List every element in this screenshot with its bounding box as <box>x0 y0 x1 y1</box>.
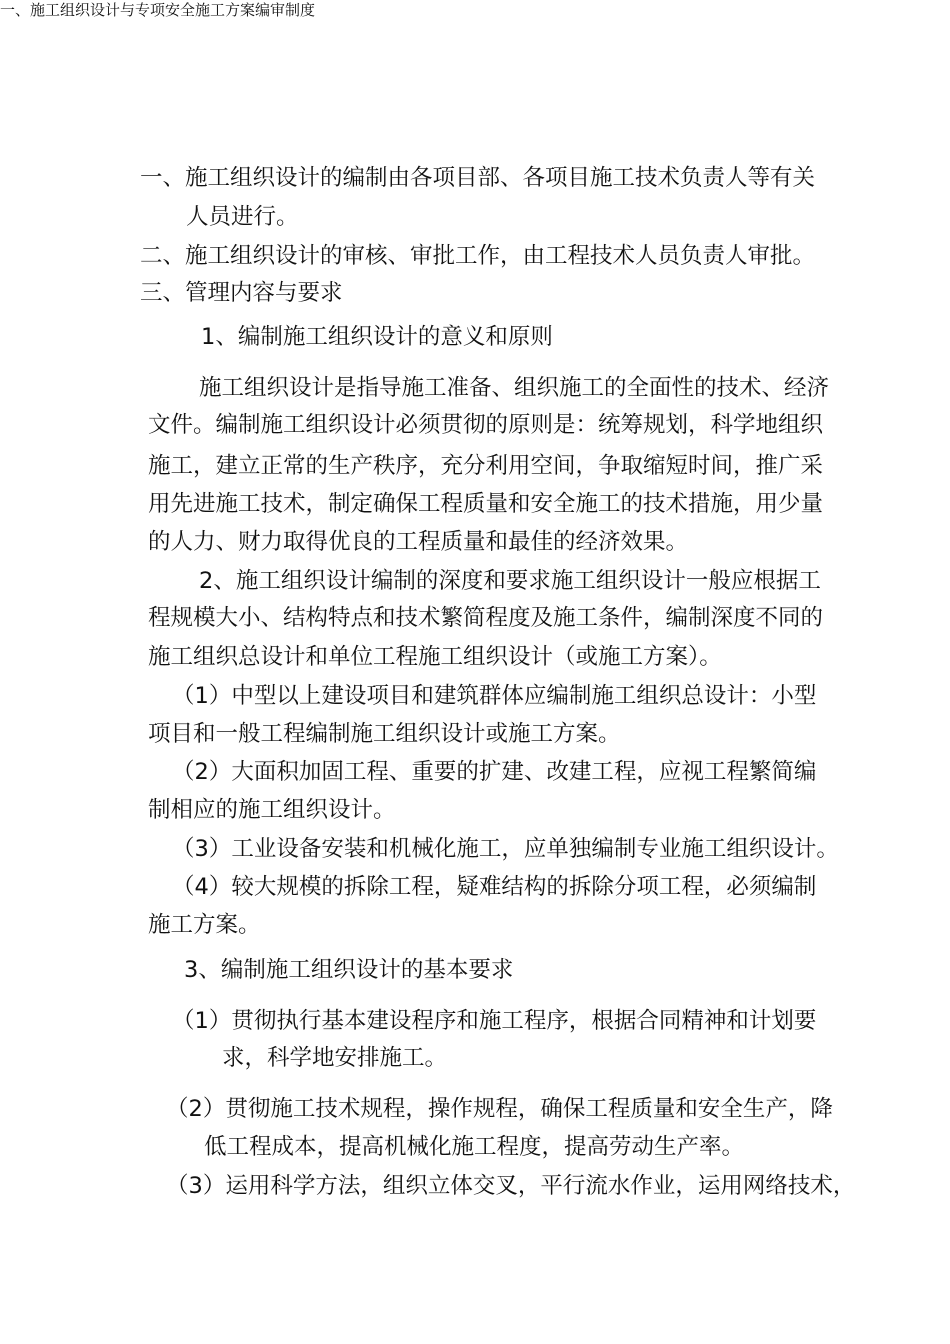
body-line: 用先进施工技术，制定确保工程质量和安全施工的技术措施，用少量 <box>148 491 824 517</box>
body-line: 施工，建立正常的生产秩序，充分利用空间，争取缩短时间，推广采 <box>148 453 824 479</box>
body-line: （2）贯彻施工技术规程，操作规程，确保工程质量和安全生产，降 <box>166 1096 833 1122</box>
body-line: 人员进行。 <box>186 204 299 230</box>
body-line: 制相应的施工组织设计。 <box>148 797 396 823</box>
section-heading: 三、管理内容与要求 <box>140 280 343 306</box>
page-title: 一、施工组织设计与专项安全施工方案编审制度 <box>0 1 316 19</box>
subsection-heading: 3、编制施工组织设计的基本要求 <box>184 957 514 983</box>
body-line: 低工程成本，提高机械化施工程度，提高劳动生产率。 <box>204 1134 745 1160</box>
body-line: 的人力、财力取得优良的工程质量和最佳的经济效果。 <box>148 529 689 555</box>
body-line: 文件。编制施工组织设计必须贯彻的原则是：统筹规划，科学地组织 <box>148 412 824 438</box>
body-line: （2）大面积加固工程、重要的扩建、改建工程，应视工程繁简编 <box>172 759 817 785</box>
subsection-heading: 1、编制施工组织设计的意义和原则 <box>201 324 553 350</box>
body-line: （3）运用科学方法，组织立体交叉，平行流水作业，运用网络技术， <box>166 1173 856 1199</box>
body-line: 二、施工组织设计的审核、审批工作，由工程技术人员负责人审批。 <box>140 243 816 269</box>
body-line: （4）较大规模的拆除工程，疑难结构的拆除分项工程，必须编制 <box>172 874 817 900</box>
body-line: 程规模大小、结构特点和技术繁简程度及施工条件，编制深度不同的 <box>148 605 824 631</box>
body-line: 项目和一般工程编制施工组织设计或施工方案。 <box>148 721 621 747</box>
body-line: （3）工业设备安装和机械化施工，应单独编制专业施工组织设计。 <box>172 836 839 862</box>
body-line: 施工组织设计是指导施工准备、组织施工的全面性的技术、经济 <box>199 375 830 401</box>
body-line: 施工方案。 <box>148 912 261 938</box>
body-line: （1）贯彻执行基本建设程序和施工程序，根据合同精神和计划要 <box>172 1008 817 1034</box>
body-line: 一、施工组织设计的编制由各项目部、各项目施工技术负责人等有关 <box>140 165 816 191</box>
body-line: 施工组织总设计和单位工程施工组织设计（或施工方案）。 <box>148 644 722 670</box>
body-line: 2、施工组织设计编制的深度和要求施工组织设计一般应根据工 <box>199 568 821 594</box>
body-line: （1）中型以上建设项目和建筑群体应编制施工组织总设计：小型 <box>172 683 817 709</box>
body-line: 求，科学地安排施工。 <box>222 1045 448 1071</box>
